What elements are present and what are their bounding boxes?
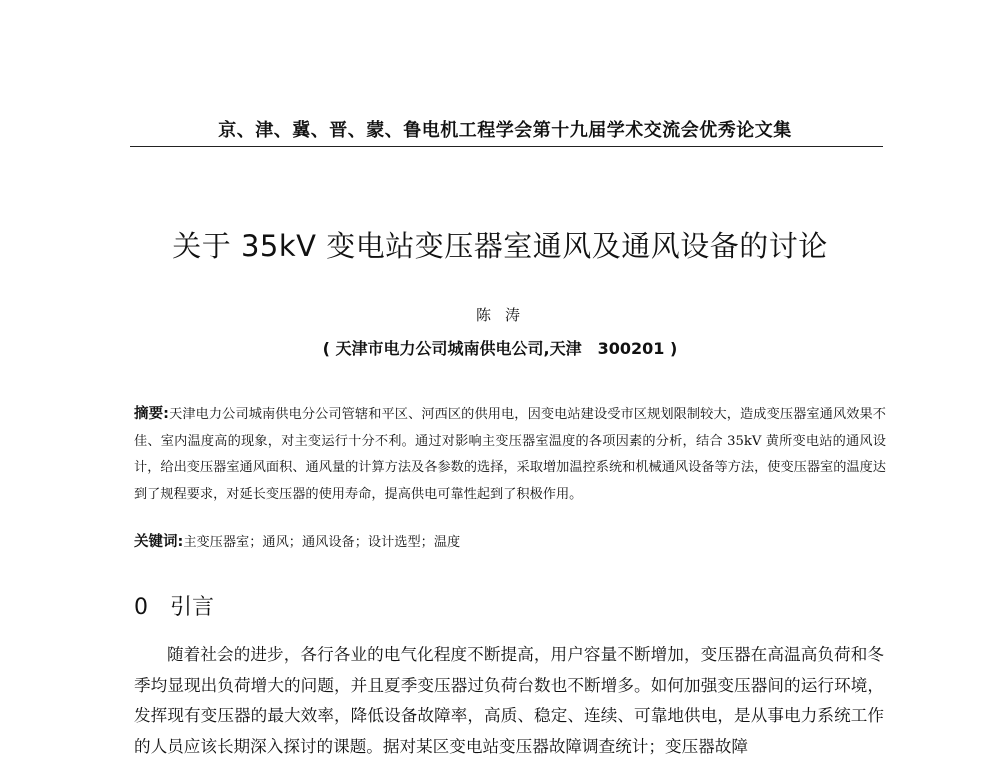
abstract-text: 天津电力公司城南供电分公司管辖和平区、河西区的供用电，因变电站建设受市区规划限制较大，造成变压器室通风效果不佳、室内温度高的现象，对主变运行十分不利。通过对影响主变压器室温度的各项因素的分析，结合 35kV 黄所变电站的通风设计，给出变压器室通风面积、通风量的计算方法及各参数的选择，采取增加温控系统和机械通风设备等方法，使变压器室的温度达到了规程要求，对延长变压器的使用寿命，提高供电可靠性起到了积极作用。 [134,407,886,502]
keywords-label: 关键词: [134,534,184,550]
body-paragraph: 随着社会的进步，各行各业的电气化程度不断提高，用户容量不断增加，变压器在高温高负荷和冬季均显现出负荷增大的问题，并且夏季变压器过负荷台数也不断增多。如何加强变压器间的运行环境，发挥现有变压器的最大效率，降低设备故障率，高质、稳定、连续、可靠地供电，是从事电力系统工作的人员应该长期深入探讨的课题。据对某区变电站变压器故障调查统计；变压器故障 [134,645,884,756]
paper-title: 关于 35kV 变电站变压器室通风及通风设备的讨论 [172,229,828,263]
section-title: 引言 [170,595,215,620]
header-divider [130,146,883,147]
section-number: 0 [134,595,148,620]
keywords-text: 主变压器室；通风；通风设备；设计选型；温度 [183,535,461,550]
abstract [134,401,886,508]
section-heading [134,590,214,621]
author: 陈涛 [475,306,534,324]
abstract-label: 摘要: [134,406,169,422]
proceedings-title: 京、津、冀、晋、蒙、鲁电机工程学会第十九届学术交流会优秀论文集 [218,120,792,141]
affiliation: ( 天津市电力公司城南供电公司,天津 300201 ) [322,339,678,358]
keywords [134,530,886,551]
